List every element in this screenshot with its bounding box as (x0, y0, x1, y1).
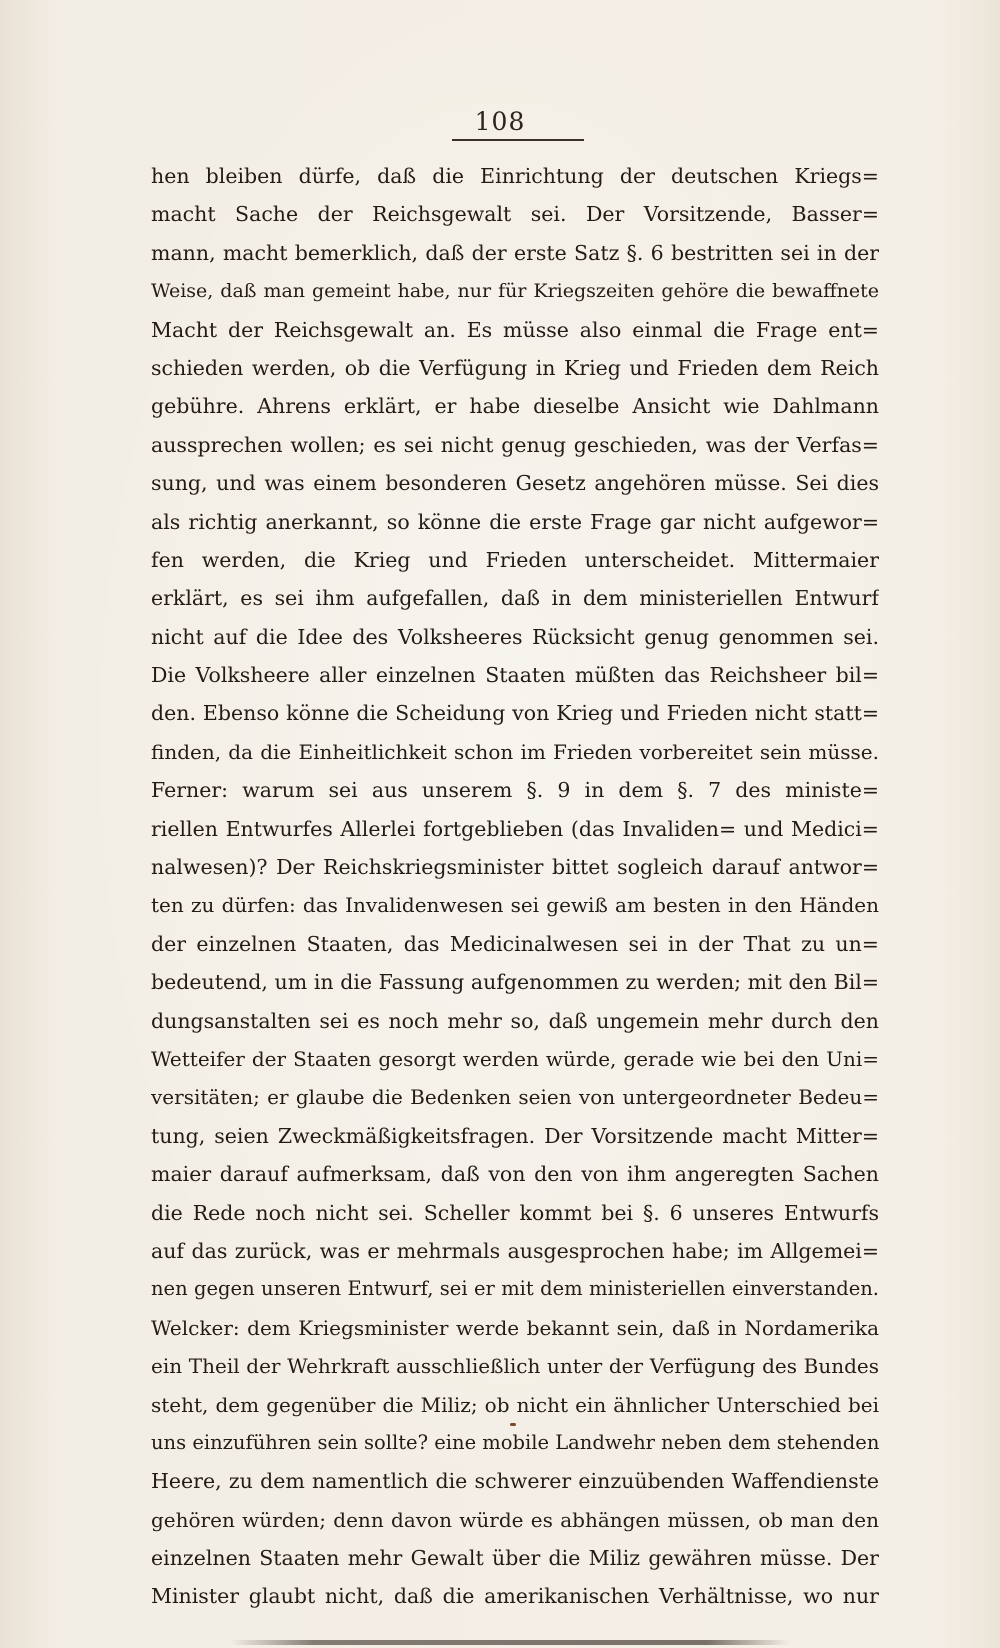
ink-speck (510, 1423, 516, 1426)
text-line: Ferner: warum sei aus unserem §. 9 in dem §. 7 des ministe= (151, 778, 879, 803)
text-line: macht Sache der Reichsgewalt sei. Der Vorsitzende, Basser= (151, 202, 879, 227)
text-line: dungsanstalten sei es noch mehr so, daß ungemein mehr durch den (151, 1008, 879, 1033)
text-line: hen bleiben dürfe, daß die Einrichtung der deutschen Kriegs= (151, 164, 879, 188)
text-line: nalwesen)? Der Reichskriegsminister bittet sogleich darauf antwor= (151, 855, 879, 880)
text-line: versitäten; er glaube die Bedenken seien von untergeordneter Bedeu= (151, 1085, 879, 1110)
text-line: ten zu dürfen: das Invalidenwesen sei gewiß am besten in den Händen (151, 893, 879, 918)
text-line: gebühre. Ahrens erklärt, er habe dieselbe Ansicht wie Dahlmann (151, 394, 879, 419)
text-line: schieden werden, ob die Verfügung in Krieg und Frieden dem Reich (151, 355, 879, 380)
text-line: Welcker: dem Kriegsminister werde bekannt sein, daß in Nordamerika (151, 1315, 879, 1340)
text-line: uns einzuführen sein sollte? eine mobile Landwehr neben dem stehenden (151, 1430, 879, 1454)
text-line: riellen Entwurfes Allerlei fortgeblieben (das Invaliden= und Medici= (151, 816, 879, 841)
text-line: der einzelnen Staaten, das Medicinalwesen sei in der That zu un= (151, 931, 879, 956)
text-line: Minister glaubt nicht, daß die amerikanischen Verhältnisse, wo nur (151, 1584, 879, 1609)
text-line: als richtig anerkannt, so könne die erste Frage gar nicht aufgewor= (151, 509, 879, 534)
text-line: mann, macht bemerklich, daß der erste Satz §. 6 bestritten sei in der (151, 240, 879, 265)
text-line: aussprechen wollen; es sei nicht genug geschieden, was der Verfas= (151, 432, 879, 457)
text-line: die Rede noch nicht sei. Scheller kommt bei §. 6 unseres Entwurfs (151, 1200, 879, 1225)
text-line: erklärt, es sei ihm aufgefallen, daß in dem ministeriellen Entwurf (151, 586, 879, 611)
text-line: sung, und was einem besonderen Gesetz angehören müsse. Sei dies (151, 471, 879, 496)
body-text (151, 157, 879, 1616)
text-line: fen werden, die Krieg und Frieden unterscheidet. Mittermaier (151, 547, 879, 572)
text-line: nicht auf die Idee des Volksheeres Rücksicht genug genommen sei. (151, 624, 879, 649)
text-line: Macht der Reichsgewalt an. Es müsse also einmal die Frage ent= (151, 317, 879, 342)
text-line: Heere, zu dem namentlich die schwerer einzuübenden Waffendienste (151, 1469, 879, 1494)
page-edge-shadow (230, 1640, 790, 1645)
text-line: tung, seien Zweckmäßigkeitsfragen. Der Vorsitzende macht Mitter= (151, 1123, 879, 1148)
text-line: steht, dem gegenüber die Miliz; ob nicht ein ähnlicher Unterschied bei (151, 1392, 879, 1417)
page-number: 108 (474, 107, 526, 136)
text-line: maier darauf aufmerksam, daß von den von ihm angeregten Sachen (151, 1162, 879, 1187)
text-line: ein Theil der Wehrkraft ausschließlich unter der Verfügung des Bundes (151, 1354, 879, 1379)
text-line: nen gegen unseren Entwurf, sei er mit dem ministeriellen einverstanden. (151, 1277, 879, 1301)
text-line: bedeutend, um in die Fassung aufgenommen zu werden; mit den Bil= (151, 970, 879, 995)
header-rule (452, 139, 584, 141)
text-line: einzelnen Staaten mehr Gewalt über die Miliz gewähren müsse. Der (151, 1546, 879, 1571)
text-line: auf das zurück, was er mehrmals ausgesprochen habe; im Allgemei= (151, 1238, 879, 1263)
text-line: den. Ebenso könne die Scheidung von Krieg und Frieden nicht statt= (151, 701, 879, 726)
text-line: Wetteifer der Staaten gesorgt werden würde, gerade wie bei den Uni= (151, 1046, 879, 1071)
text-line: Weise, daß man gemeint habe, nur für Kriegszeiten gehöre die bewaffnete (151, 280, 879, 303)
text-line: gehören würden; denn davon würde es abhängen müssen, ob man den (151, 1507, 879, 1532)
text-line: finden, da die Einheitlichkeit schon im Frieden vorbereitet sein müsse. (151, 739, 879, 764)
text-line: Die Volksheere aller einzelnen Staaten müßten das Reichsheer bil= (151, 663, 879, 688)
